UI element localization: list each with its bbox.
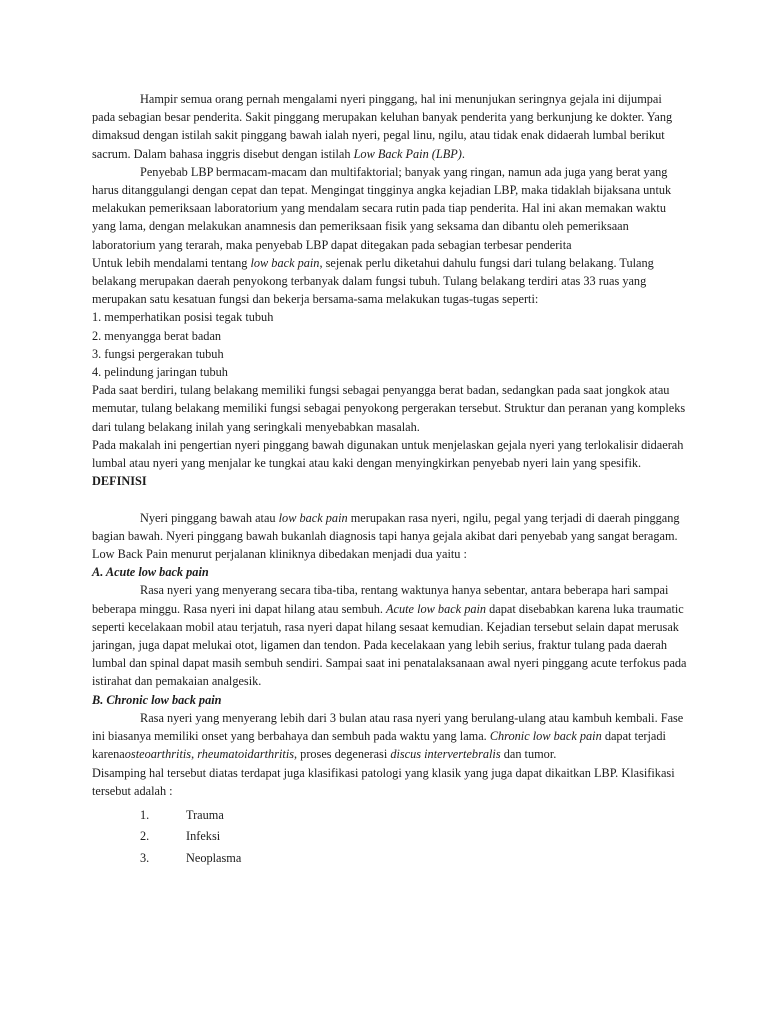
list-item	[92, 804, 688, 826]
paragraph-definition: Nyeri pinggang bawah atau low back pain merupakan rasa nyeri, ngilu, pegal yang terjadi di daerah pinggang bagian bawah. Nyeri pinggang bawah bukanlah diagnosis tapi hanya gejala akibat dari penyebab yang sangat beragam.	[92, 510, 680, 543]
function-item-4: 4. pelindung jaringan tubuh	[92, 365, 228, 380]
paragraph-standing: Pada saat berdiri, tulang belakang memiliki fungsi sebagai penyangga berat badan, sedangkan pada saat jongkok atau memutar, tulang belakang memiliki fungsi sebagai penyokong pergerakan tersebut. Struktur dan peranan yang kompleks dari tulang belakang inilah yang seringkali menyebabkan masalah.	[92, 383, 686, 434]
paragraph-spine-function: Untuk lebih mendalami tentang low back pain, sejenak perlu diketahui dahulu fungsi dari tulang belakang. Tulang belakang merupakan daerah penyokong terbanyak dalam fungsi tubuh. Tulang belakang terdiri atas 33 ruas yang merupakan satu kesatuan fungsi dan bekerja bersama-sama melakukan tugas-tugas seperti:	[92, 255, 654, 307]
function-item-1: 1. memperhatikan posisi tegak tubuh	[92, 310, 274, 325]
list-item-number: 3.	[140, 850, 150, 865]
function-item-2: 2. menyangga berat badan	[92, 328, 222, 343]
paragraph-causes: Penyebab LBP bermacam-macam dan multifaktorial; banyak yang ringan, namun ada juga yang berat yang harus ditanggulangi dengan cepat dan tepat. Mengingat tingginya angka kejadian LBP, maka tidaklah bijaksana untuk melakukan pemeriksaan laboratorium yang mendalam secara rutin pada tiap penderita. Hal ini akan memakan waktu yang lama, dengan melakukan anamnesis dan pemeriksaan fisik yang seksama dan dibantu oleh pemeriksaan laboratorium yang terarah, maka penyebab LBP dapat ditegakan pada sebagian terbesar penderita	[92, 164, 672, 252]
heading-acute: A. Acute low back pain	[92, 565, 209, 580]
list-item	[92, 825, 688, 847]
heading-chronic: B. Chronic low back pain	[92, 692, 222, 707]
paragraph-scope: Pada makalah ini pengertian nyeri pinggang bawah digunakan untuk menjelaskan gejala nyeri yang terlokalisir didaerah lumbal atau nyeri yang menjalar ke tungkai atau kaki dengan menyingkirkan penyebab nyeri lain yang spesifik.	[92, 437, 684, 471]
list-item	[92, 847, 688, 869]
paragraph-intro: Hampir semua orang pernah mengalami nyeri pinggang, hal ini menunjukan seringnya gejala ini dijumpai pada sebagian besar penderita. Sakit pinggang merupakan keluhan banyak penderita yang berkunjung ke dokter. Yang dimaksud dengan istilah sakit pinggang bawah ialah nyeri, pegal linu, ngilu, atau tidak enak didaerah lumbal berikut sacrum. Dalam bahasa inggris disebut dengan istilah Low Back Pain (LBP).	[92, 92, 673, 161]
list-item-text: Infeksi	[186, 829, 221, 844]
paragraph-classification: Disamping hal tersebut diatas terdapat juga klasifikasi patologi yang klasik yang juga dapat dikaitkan LBP. Klasifikasi tersebut adalah :	[92, 765, 675, 798]
spacer	[92, 490, 688, 508]
function-item-3: 3. fungsi pergerakan tubuh	[92, 346, 224, 361]
list-item-text: Neoplasma	[186, 850, 242, 865]
paragraph-acute: Rasa nyeri yang menyerang secara tiba-tiba, rentang waktunya hanya sebentar, antara beberapa hari sampai beberapa minggu. Rasa nyeri ini dapat hilang atau sembuh. Acute low back pain dapat disebabkan karena luka traumatic seperti kecelakaan mobil atau terjatuh, rasa nyeri dapat hilang sesaat kemudian. Kejadian tersebut selain dapat merusak jaringan, juga dapat melukai otot, ligamen dan tendon. Pada kecelakaan yang lebih serius, fraktur tulang pada daerah lumbal dan spinal dapat masih sembuh sendiri. Sampai saat ini penatalaksanaan awal nyeri pinggang acute terfokus pada istirahat dan pemakaian analgesik.	[92, 583, 687, 689]
paragraph-clinical-course: Low Back Pain menurut perjalanan kliniknya dibedakan menjadi dua yaitu :	[92, 547, 467, 562]
list-item-number: 1.	[140, 807, 150, 822]
list-item-number: 2.	[140, 829, 150, 844]
list-item-text: Trauma	[186, 807, 224, 822]
classification-list	[92, 804, 688, 869]
heading-definisi: DEFINISI	[92, 474, 147, 489]
paragraph-chronic: Rasa nyeri yang menyerang lebih dari 3 bulan atau rasa nyeri yang berulang-ulang atau kambuh kembali. Fase ini biasanya memiliki onset yang berbahaya dan sembuh pada waktu yang lama. Chronic low back pain dapat terjadi karenaosteoarthritis, rheumatoidarthritis, proses degenerasi discus intervertebralis dan tumor.	[92, 710, 684, 762]
